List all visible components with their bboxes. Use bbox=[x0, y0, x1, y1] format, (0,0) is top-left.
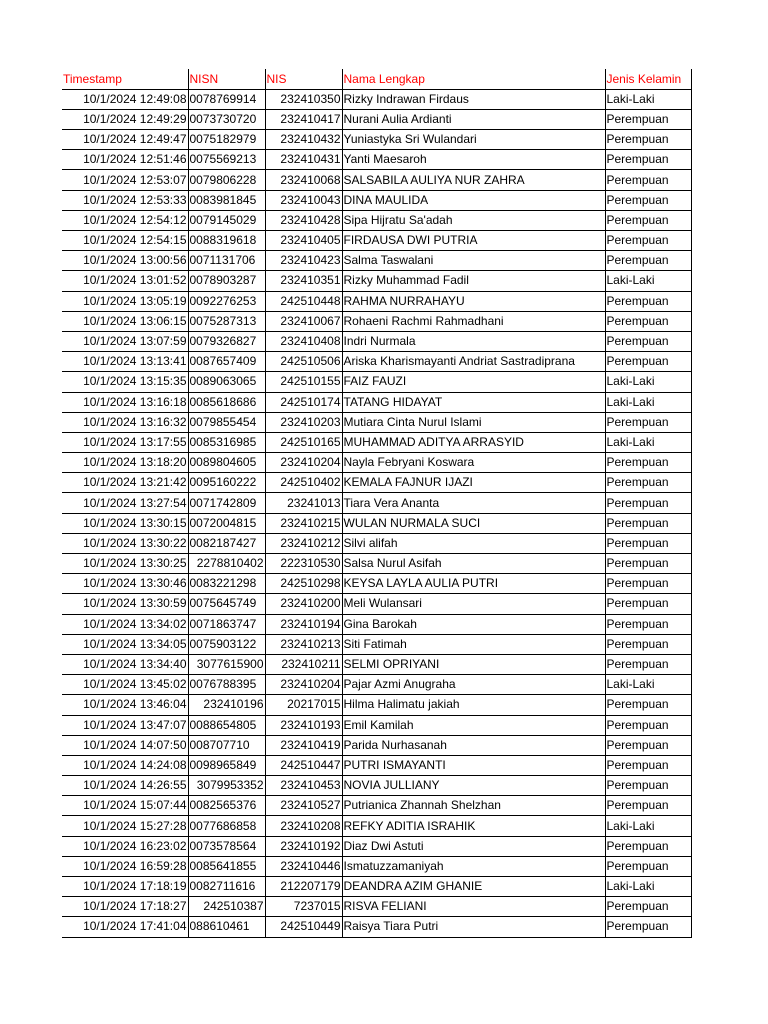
cell-jenis-kelamin: Perempuan bbox=[605, 755, 691, 775]
cell-jenis-kelamin: Perempuan bbox=[605, 109, 691, 129]
cell-nama-lengkap: DINA MAULIDA bbox=[342, 190, 605, 210]
cell-nis: 232410203 bbox=[265, 412, 342, 432]
cell-jenis-kelamin: Perempuan bbox=[605, 210, 691, 230]
cell-nis: 232410432 bbox=[265, 130, 342, 150]
cell-nama-lengkap: Nayla Febryani Koswara bbox=[342, 453, 605, 473]
cell-nisn: 0075287313 bbox=[188, 311, 265, 331]
cell-timestamp: 10/1/2024 12:54:15 bbox=[62, 231, 188, 251]
cell-nis: 232410423 bbox=[265, 251, 342, 271]
cell-timestamp: 10/1/2024 13:01:52 bbox=[62, 271, 188, 291]
cell-nisn: 0085316985 bbox=[188, 432, 265, 452]
cell-nisn: 3079953352 bbox=[188, 776, 265, 796]
table-row bbox=[62, 89, 691, 109]
cell-nis: 232410211 bbox=[265, 654, 342, 674]
cell-nis: 232410193 bbox=[265, 715, 342, 735]
table-row bbox=[62, 251, 691, 271]
cell-timestamp: 10/1/2024 13:34:02 bbox=[62, 614, 188, 634]
cell-jenis-kelamin: Perempuan bbox=[605, 533, 691, 553]
cell-nisn: 2278810402 bbox=[188, 554, 265, 574]
cell-jenis-kelamin: Perempuan bbox=[605, 856, 691, 876]
cell-timestamp: 10/1/2024 13:15:35 bbox=[62, 372, 188, 392]
cell-timestamp: 10/1/2024 14:07:50 bbox=[62, 735, 188, 755]
table-row bbox=[62, 130, 691, 150]
cell-jenis-kelamin: Laki-Laki bbox=[605, 432, 691, 452]
cell-nis: 242510448 bbox=[265, 291, 342, 311]
cell-jenis-kelamin: Perempuan bbox=[605, 614, 691, 634]
cell-nama-lengkap: Gina Barokah bbox=[342, 614, 605, 634]
cell-nama-lengkap: SALSABILA AULIYA NUR ZAHRA bbox=[342, 170, 605, 190]
cell-nisn: 0075182979 bbox=[188, 130, 265, 150]
cell-nisn: 0082711616 bbox=[188, 877, 265, 897]
cell-nisn: 0071742809 bbox=[188, 493, 265, 513]
cell-timestamp: 10/1/2024 13:16:32 bbox=[62, 412, 188, 432]
cell-nis: 232410215 bbox=[265, 513, 342, 533]
cell-jenis-kelamin: Perempuan bbox=[605, 493, 691, 513]
table-row bbox=[62, 675, 691, 695]
table-row bbox=[62, 574, 691, 594]
table-row bbox=[62, 432, 691, 452]
cell-nama-lengkap: MUHAMMAD ADITYA ARRASYID bbox=[342, 432, 605, 452]
cell-timestamp: 10/1/2024 12:51:46 bbox=[62, 150, 188, 170]
cell-jenis-kelamin: Laki-Laki bbox=[605, 816, 691, 836]
cell-timestamp: 10/1/2024 12:53:33 bbox=[62, 190, 188, 210]
cell-nisn: 242510387 bbox=[188, 897, 265, 917]
cell-nama-lengkap: Raisya Tiara Putri bbox=[342, 917, 605, 937]
cell-nisn: 232410196 bbox=[188, 695, 265, 715]
table-row bbox=[62, 352, 691, 372]
cell-nama-lengkap: Emil Kamilah bbox=[342, 715, 605, 735]
table-row bbox=[62, 533, 691, 553]
cell-nama-lengkap: Mutiara Cinta Nurul Islami bbox=[342, 412, 605, 432]
table-row bbox=[62, 453, 691, 473]
table-row bbox=[62, 856, 691, 876]
table-row bbox=[62, 594, 691, 614]
cell-jenis-kelamin: Perempuan bbox=[605, 654, 691, 674]
cell-timestamp: 10/1/2024 13:05:19 bbox=[62, 291, 188, 311]
cell-nama-lengkap: SELMI OPRIYANI bbox=[342, 654, 605, 674]
cell-nis: 20217015 bbox=[265, 695, 342, 715]
cell-nisn: 0075569213 bbox=[188, 150, 265, 170]
cell-timestamp: 10/1/2024 13:13:41 bbox=[62, 352, 188, 372]
table-row bbox=[62, 634, 691, 654]
cell-timestamp: 10/1/2024 16:23:02 bbox=[62, 836, 188, 856]
cell-nisn: 0079145029 bbox=[188, 210, 265, 230]
cell-nis: 232410067 bbox=[265, 311, 342, 331]
cell-nisn: 0085618686 bbox=[188, 392, 265, 412]
cell-nisn: 0098965849 bbox=[188, 755, 265, 775]
spreadsheet-table bbox=[62, 69, 692, 938]
table-row bbox=[62, 897, 691, 917]
cell-timestamp: 10/1/2024 17:18:27 bbox=[62, 897, 188, 917]
cell-nis: 242510447 bbox=[265, 755, 342, 775]
cell-nisn: 0079806228 bbox=[188, 170, 265, 190]
cell-nis: 232410213 bbox=[265, 634, 342, 654]
cell-nis: 232410428 bbox=[265, 210, 342, 230]
cell-nisn: 0078903287 bbox=[188, 271, 265, 291]
cell-nama-lengkap: Salsa Nurul Asifah bbox=[342, 554, 605, 574]
cell-nama-lengkap: Indri Nurmala bbox=[342, 331, 605, 351]
cell-nis: 232410417 bbox=[265, 109, 342, 129]
cell-nisn: 0089063065 bbox=[188, 372, 265, 392]
cell-jenis-kelamin: Perempuan bbox=[605, 150, 691, 170]
cell-nisn: 0083981845 bbox=[188, 190, 265, 210]
cell-nisn: 088610461 bbox=[188, 917, 265, 937]
cell-jenis-kelamin: Perempuan bbox=[605, 473, 691, 493]
cell-nis: 232410043 bbox=[265, 190, 342, 210]
cell-nisn: 0079855454 bbox=[188, 412, 265, 432]
cell-jenis-kelamin: Perempuan bbox=[605, 897, 691, 917]
cell-nis: 242510155 bbox=[265, 372, 342, 392]
cell-jenis-kelamin: Laki-Laki bbox=[605, 372, 691, 392]
cell-nama-lengkap: Siti Fatimah bbox=[342, 634, 605, 654]
cell-timestamp: 10/1/2024 13:34:05 bbox=[62, 634, 188, 654]
cell-timestamp: 10/1/2024 12:54:12 bbox=[62, 210, 188, 230]
cell-jenis-kelamin: Perempuan bbox=[605, 311, 691, 331]
cell-nisn: 0082565376 bbox=[188, 796, 265, 816]
cell-nisn: 0071863747 bbox=[188, 614, 265, 634]
table-row bbox=[62, 291, 691, 311]
column-header-jenis-kelamin: Jenis Kelamin bbox=[605, 69, 691, 89]
cell-nama-lengkap: RISVA FELIANI bbox=[342, 897, 605, 917]
cell-timestamp: 10/1/2024 13:30:22 bbox=[62, 533, 188, 553]
cell-timestamp: 10/1/2024 13:07:59 bbox=[62, 331, 188, 351]
cell-jenis-kelamin: Perempuan bbox=[605, 695, 691, 715]
cell-jenis-kelamin: Perempuan bbox=[605, 291, 691, 311]
table-row bbox=[62, 412, 691, 432]
cell-nisn: 0083221298 bbox=[188, 574, 265, 594]
cell-nisn: 0071131706 bbox=[188, 251, 265, 271]
cell-nis: 232410431 bbox=[265, 150, 342, 170]
table-row bbox=[62, 614, 691, 634]
cell-nama-lengkap: REFKY ADITIA ISRAHIK bbox=[342, 816, 605, 836]
table-row bbox=[62, 755, 691, 775]
cell-timestamp: 10/1/2024 13:46:04 bbox=[62, 695, 188, 715]
cell-nama-lengkap: Pajar Azmi Anugraha bbox=[342, 675, 605, 695]
cell-jenis-kelamin: Perempuan bbox=[605, 917, 691, 937]
cell-nisn: 0082187427 bbox=[188, 533, 265, 553]
cell-jenis-kelamin: Perempuan bbox=[605, 634, 691, 654]
cell-timestamp: 10/1/2024 13:30:59 bbox=[62, 594, 188, 614]
cell-nama-lengkap: FIRDAUSA DWI PUTRIA bbox=[342, 231, 605, 251]
cell-nis: 7237015 bbox=[265, 897, 342, 917]
cell-nisn: 0079326827 bbox=[188, 331, 265, 351]
cell-jenis-kelamin: Laki-Laki bbox=[605, 392, 691, 412]
cell-nisn: 0088654805 bbox=[188, 715, 265, 735]
cell-nama-lengkap: Nurani Aulia Ardianti bbox=[342, 109, 605, 129]
cell-jenis-kelamin: Perempuan bbox=[605, 796, 691, 816]
table-row bbox=[62, 109, 691, 129]
table-row bbox=[62, 796, 691, 816]
cell-timestamp: 10/1/2024 13:27:54 bbox=[62, 493, 188, 513]
table-row bbox=[62, 836, 691, 856]
table-row bbox=[62, 392, 691, 412]
cell-jenis-kelamin: Laki-Laki bbox=[605, 89, 691, 109]
cell-nama-lengkap: KEMALA FAJNUR IJAZI bbox=[342, 473, 605, 493]
cell-timestamp: 10/1/2024 13:34:40 bbox=[62, 654, 188, 674]
cell-timestamp: 10/1/2024 13:18:20 bbox=[62, 453, 188, 473]
table-row bbox=[62, 311, 691, 331]
cell-jenis-kelamin: Perempuan bbox=[605, 513, 691, 533]
cell-nis: 23241013 bbox=[265, 493, 342, 513]
cell-jenis-kelamin: Perempuan bbox=[605, 453, 691, 473]
cell-nama-lengkap: Yuniastyka Sri Wulandari bbox=[342, 130, 605, 150]
cell-nama-lengkap: KEYSA LAYLA AULIA PUTRI bbox=[342, 574, 605, 594]
cell-nisn: 0073578564 bbox=[188, 836, 265, 856]
cell-nis: 232410204 bbox=[265, 453, 342, 473]
cell-timestamp: 10/1/2024 12:49:08 bbox=[62, 89, 188, 109]
cell-jenis-kelamin: Laki-Laki bbox=[605, 877, 691, 897]
cell-nis: 242510449 bbox=[265, 917, 342, 937]
cell-nama-lengkap: Salma Taswalani bbox=[342, 251, 605, 271]
cell-timestamp: 10/1/2024 13:17:55 bbox=[62, 432, 188, 452]
table-row bbox=[62, 372, 691, 392]
table-row bbox=[62, 715, 691, 735]
cell-jenis-kelamin: Perempuan bbox=[605, 130, 691, 150]
cell-timestamp: 10/1/2024 13:47:07 bbox=[62, 715, 188, 735]
cell-nis: 222310530 bbox=[265, 554, 342, 574]
cell-jenis-kelamin: Perempuan bbox=[605, 836, 691, 856]
cell-nis: 242510174 bbox=[265, 392, 342, 412]
cell-jenis-kelamin: Perempuan bbox=[605, 331, 691, 351]
cell-nama-lengkap: WULAN NURMALA SUCI bbox=[342, 513, 605, 533]
cell-jenis-kelamin: Perempuan bbox=[605, 190, 691, 210]
cell-nisn: 0075903122 bbox=[188, 634, 265, 654]
cell-nama-lengkap: Ariska Kharismayanti Andriat Sastradiprana bbox=[342, 352, 605, 372]
cell-timestamp: 10/1/2024 13:30:25 bbox=[62, 554, 188, 574]
cell-timestamp: 10/1/2024 13:45:02 bbox=[62, 675, 188, 695]
cell-nis: 232410419 bbox=[265, 735, 342, 755]
cell-timestamp: 10/1/2024 15:27:28 bbox=[62, 816, 188, 836]
cell-jenis-kelamin: Perempuan bbox=[605, 412, 691, 432]
cell-jenis-kelamin: Perempuan bbox=[605, 231, 691, 251]
cell-jenis-kelamin: Perempuan bbox=[605, 352, 691, 372]
cell-nisn: 0073730720 bbox=[188, 109, 265, 129]
cell-timestamp: 10/1/2024 13:06:15 bbox=[62, 311, 188, 331]
cell-nis: 242510298 bbox=[265, 574, 342, 594]
table-row bbox=[62, 231, 691, 251]
cell-timestamp: 10/1/2024 13:30:46 bbox=[62, 574, 188, 594]
cell-nisn: 0076788395 bbox=[188, 675, 265, 695]
cell-nis: 232410068 bbox=[265, 170, 342, 190]
table-row bbox=[62, 654, 691, 674]
cell-nama-lengkap: FAIZ FAUZI bbox=[342, 372, 605, 392]
cell-nis: 232410446 bbox=[265, 856, 342, 876]
cell-nama-lengkap: Sipa Hijratu Sa'adah bbox=[342, 210, 605, 230]
header-row bbox=[62, 69, 691, 89]
table-row bbox=[62, 493, 691, 513]
cell-nama-lengkap: DEANDRA AZIM GHANIE bbox=[342, 877, 605, 897]
cell-jenis-kelamin: Perempuan bbox=[605, 574, 691, 594]
cell-jenis-kelamin: Perempuan bbox=[605, 554, 691, 574]
cell-timestamp: 10/1/2024 13:16:18 bbox=[62, 392, 188, 412]
table-row bbox=[62, 170, 691, 190]
cell-nisn: 0095160222 bbox=[188, 473, 265, 493]
cell-nama-lengkap: Yanti Maesaroh bbox=[342, 150, 605, 170]
cell-nis: 232410408 bbox=[265, 331, 342, 351]
cell-timestamp: 10/1/2024 12:49:29 bbox=[62, 109, 188, 129]
table-row bbox=[62, 554, 691, 574]
table-body bbox=[62, 89, 691, 937]
cell-nis: 232410212 bbox=[265, 533, 342, 553]
cell-nis: 232410351 bbox=[265, 271, 342, 291]
table-row bbox=[62, 877, 691, 897]
cell-nama-lengkap: NOVIA JULLIANY bbox=[342, 776, 605, 796]
cell-nama-lengkap: TATANG HIDAYAT bbox=[342, 392, 605, 412]
cell-timestamp: 10/1/2024 12:49:47 bbox=[62, 130, 188, 150]
table-row bbox=[62, 816, 691, 836]
cell-nama-lengkap: Tiara Vera Ananta bbox=[342, 493, 605, 513]
cell-timestamp: 10/1/2024 17:18:19 bbox=[62, 877, 188, 897]
cell-nis: 232410194 bbox=[265, 614, 342, 634]
column-header-timestamp: Timestamp bbox=[62, 69, 188, 89]
table-row bbox=[62, 917, 691, 937]
cell-jenis-kelamin: Perempuan bbox=[605, 715, 691, 735]
cell-nama-lengkap: Hilma Halimatu jakiah bbox=[342, 695, 605, 715]
cell-nisn: 0075645749 bbox=[188, 594, 265, 614]
cell-nisn: 0085641855 bbox=[188, 856, 265, 876]
cell-nis: 232410350 bbox=[265, 89, 342, 109]
cell-nis: 232410208 bbox=[265, 816, 342, 836]
cell-jenis-kelamin: Laki-Laki bbox=[605, 675, 691, 695]
cell-nis: 242510506 bbox=[265, 352, 342, 372]
cell-nis: 212207179 bbox=[265, 877, 342, 897]
cell-nis: 232410405 bbox=[265, 231, 342, 251]
cell-nisn: 0088319618 bbox=[188, 231, 265, 251]
table-row bbox=[62, 695, 691, 715]
cell-nama-lengkap: Rohaeni Rachmi Rahmadhani bbox=[342, 311, 605, 331]
cell-jenis-kelamin: Perempuan bbox=[605, 251, 691, 271]
cell-nama-lengkap: Ismatuzzamaniyah bbox=[342, 856, 605, 876]
cell-timestamp: 10/1/2024 15:07:44 bbox=[62, 796, 188, 816]
cell-nis: 232410527 bbox=[265, 796, 342, 816]
cell-nama-lengkap: Parida Nurhasanah bbox=[342, 735, 605, 755]
cell-nisn: 3077615900 bbox=[188, 654, 265, 674]
cell-nama-lengkap: Meli Wulansari bbox=[342, 594, 605, 614]
cell-nama-lengkap: Rizky Indrawan Firdaus bbox=[342, 89, 605, 109]
cell-nisn: 008707710 bbox=[188, 735, 265, 755]
cell-nama-lengkap: Silvi alifah bbox=[342, 533, 605, 553]
cell-jenis-kelamin: Perempuan bbox=[605, 594, 691, 614]
cell-jenis-kelamin: Laki-Laki bbox=[605, 271, 691, 291]
cell-timestamp: 10/1/2024 16:59:28 bbox=[62, 856, 188, 876]
cell-jenis-kelamin: Perempuan bbox=[605, 776, 691, 796]
cell-timestamp: 10/1/2024 12:53:07 bbox=[62, 170, 188, 190]
cell-jenis-kelamin: Perempuan bbox=[605, 170, 691, 190]
cell-nis: 242510165 bbox=[265, 432, 342, 452]
table-row bbox=[62, 735, 691, 755]
column-header-nis: NIS bbox=[265, 69, 342, 89]
cell-nis: 232410453 bbox=[265, 776, 342, 796]
cell-nama-lengkap: PUTRI ISMAYANTI bbox=[342, 755, 605, 775]
column-header-nisn: NISN bbox=[188, 69, 265, 89]
table-row bbox=[62, 331, 691, 351]
cell-nisn: 0072004815 bbox=[188, 513, 265, 533]
table-row bbox=[62, 776, 691, 796]
cell-timestamp: 10/1/2024 14:24:08 bbox=[62, 755, 188, 775]
cell-nama-lengkap: Rizky Muhammad Fadil bbox=[342, 271, 605, 291]
cell-nis: 232410192 bbox=[265, 836, 342, 856]
cell-timestamp: 10/1/2024 13:30:15 bbox=[62, 513, 188, 533]
cell-timestamp: 10/1/2024 14:26:55 bbox=[62, 776, 188, 796]
cell-nisn: 0078769914 bbox=[188, 89, 265, 109]
cell-nama-lengkap: Putrianica Zhannah Shelzhan bbox=[342, 796, 605, 816]
cell-timestamp: 10/1/2024 13:00:56 bbox=[62, 251, 188, 271]
table-row bbox=[62, 150, 691, 170]
cell-nisn: 0092276253 bbox=[188, 291, 265, 311]
table-row bbox=[62, 190, 691, 210]
cell-nisn: 0089804605 bbox=[188, 453, 265, 473]
table-row bbox=[62, 271, 691, 291]
cell-nama-lengkap: RAHMA NURRAHAYU bbox=[342, 291, 605, 311]
cell-nisn: 0077686858 bbox=[188, 816, 265, 836]
cell-nisn: 0087657409 bbox=[188, 352, 265, 372]
cell-nama-lengkap: Diaz Dwi Astuti bbox=[342, 836, 605, 856]
cell-nis: 242510402 bbox=[265, 473, 342, 493]
table-row bbox=[62, 473, 691, 493]
table-row bbox=[62, 513, 691, 533]
cell-timestamp: 10/1/2024 17:41:04 bbox=[62, 917, 188, 937]
column-header-nama-lengkap: Nama Lengkap bbox=[342, 69, 605, 89]
cell-nis: 232410204 bbox=[265, 675, 342, 695]
table-row bbox=[62, 210, 691, 230]
cell-jenis-kelamin: Perempuan bbox=[605, 735, 691, 755]
cell-timestamp: 10/1/2024 13:21:42 bbox=[62, 473, 188, 493]
cell-nis: 232410200 bbox=[265, 594, 342, 614]
